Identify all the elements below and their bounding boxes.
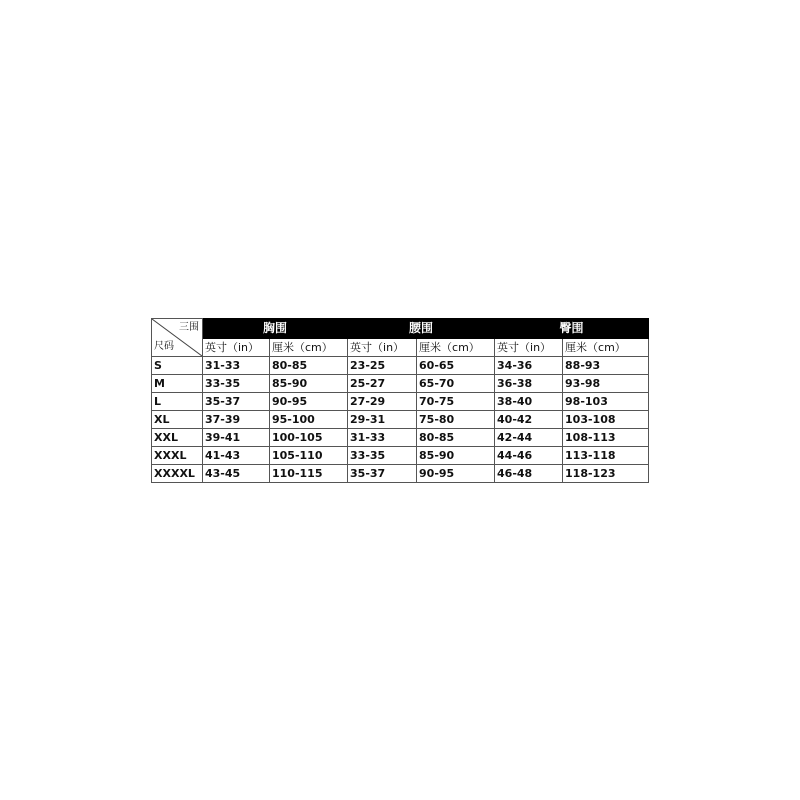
measurement-cell: 95-100 [270,411,348,429]
measurement-cell: 90-95 [417,465,495,483]
table-row [152,393,649,411]
size-cell: M [152,375,203,393]
unit-header-cell: 厘米（cm） [417,339,495,357]
size-cell: S [152,357,203,375]
measurement-cell: 33-35 [203,375,270,393]
size-cell: L [152,393,203,411]
measurement-cell: 41-43 [203,447,270,465]
measurement-cell: 27-29 [348,393,417,411]
unit-header-row [152,339,649,357]
size-cell: XXXXL [152,465,203,483]
measurement-cell: 80-85 [270,357,348,375]
measurement-cell: 25-27 [348,375,417,393]
measurement-cell: 33-35 [348,447,417,465]
measurement-cell: 39-41 [203,429,270,447]
unit-header-cell: 厘米（cm） [563,339,649,357]
measurement-cell: 113-118 [563,447,649,465]
measurement-cell: 37-39 [203,411,270,429]
table-row [152,465,649,483]
measurement-cell: 60-65 [417,357,495,375]
size-chart-table [151,318,649,483]
table-row [152,375,649,393]
measurement-cell: 103-108 [563,411,649,429]
group-header-waist: 腰围 [348,319,495,339]
size-rows [152,357,649,483]
unit-header-cell: 厘米（cm） [270,339,348,357]
measurement-cell: 70-75 [417,393,495,411]
measurement-cell: 46-48 [495,465,563,483]
measurement-cell: 44-46 [495,447,563,465]
corner-header-cell [152,319,203,357]
measurement-cell: 42-44 [495,429,563,447]
measurement-cell: 36-38 [495,375,563,393]
measurement-cell: 90-95 [270,393,348,411]
measurement-cell: 34-36 [495,357,563,375]
table-row [152,411,649,429]
size-cell: XL [152,411,203,429]
measurement-cell: 31-33 [203,357,270,375]
measurement-cell: 105-110 [270,447,348,465]
measurement-cell: 75-80 [417,411,495,429]
measurement-cell: 31-33 [348,429,417,447]
measurement-cell: 43-45 [203,465,270,483]
measurement-cell: 85-90 [417,447,495,465]
unit-header-cell: 英寸（in） [203,339,270,357]
unit-header-cell: 英寸（in） [495,339,563,357]
table-row [152,357,649,375]
table-row [152,429,649,447]
measurement-cell: 35-37 [203,393,270,411]
measurement-cell: 65-70 [417,375,495,393]
measurement-cell: 108-113 [563,429,649,447]
group-header-chest: 胸围 [203,319,348,339]
measurement-cell: 110-115 [270,465,348,483]
measurement-cell: 88-93 [563,357,649,375]
measurement-cell: 40-42 [495,411,563,429]
corner-label-size: 尺码 [154,341,174,352]
measurement-cell: 80-85 [417,429,495,447]
measurement-cell: 118-123 [563,465,649,483]
measurement-cell: 98-103 [563,393,649,411]
measurement-cell: 35-37 [348,465,417,483]
measurement-cell: 93-98 [563,375,649,393]
measurement-cell: 85-90 [270,375,348,393]
table-row [152,447,649,465]
measurement-cell: 100-105 [270,429,348,447]
measurement-cell: 29-31 [348,411,417,429]
measurement-cell: 38-40 [495,393,563,411]
size-cell: XXXL [152,447,203,465]
measurement-cell: 23-25 [348,357,417,375]
corner-label-measurements: 三围 [179,322,199,333]
group-header-hip: 臀围 [495,319,649,339]
unit-header-cell: 英寸（in） [348,339,417,357]
group-header-row [152,319,649,339]
size-cell: XXL [152,429,203,447]
